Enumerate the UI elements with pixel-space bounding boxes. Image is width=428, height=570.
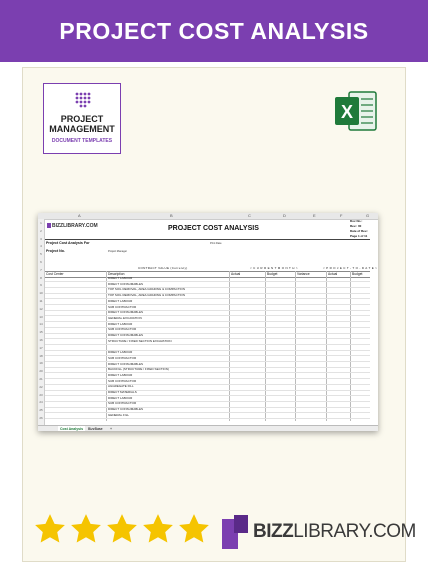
add-sheet-button[interactable]: + xyxy=(110,427,113,431)
row-number: 20 xyxy=(39,369,43,374)
project-no-label: Project No. xyxy=(46,249,65,253)
table-row: DIRECT MATERIALS xyxy=(108,390,137,394)
table-row: DIRECT CONSUMABLES xyxy=(108,310,143,315)
print-date-label: Print Date xyxy=(210,242,222,245)
row-divider xyxy=(45,338,370,339)
header-budget: Budget xyxy=(267,272,278,276)
column-a: A xyxy=(78,213,81,218)
logo-line-templates: DOCUMENT TEMPLATES xyxy=(51,138,113,144)
table-row: DIRECT CONSUMABLES xyxy=(108,281,143,286)
project-to-date-label: < P R O J E C T - T O - D A T E > xyxy=(323,266,378,270)
star-icon xyxy=(69,512,103,546)
row-number: 21 xyxy=(39,377,43,381)
row-divider xyxy=(45,401,370,402)
sheet-title: PROJECT COST ANALYSIS xyxy=(168,225,259,232)
row-divider xyxy=(45,390,370,391)
tab-bizzbase[interactable]: BizzBase xyxy=(88,427,103,431)
table-row: GENERAL FILL xyxy=(108,412,130,417)
sheet-brand-text: BIZZLIBRARY.COM xyxy=(52,223,98,229)
row-divider xyxy=(45,310,370,311)
table-row: DIRECT LABOUR xyxy=(108,321,133,326)
project-manager-label: Project Manager xyxy=(108,250,128,253)
spreadsheet-preview xyxy=(38,213,378,431)
doc-rev: Rev.: 00 xyxy=(350,224,362,228)
row-divider xyxy=(45,372,370,373)
table-row: BACKFILL (STRUCTURE / FIXED SECTION) xyxy=(108,367,169,372)
column-b: B xyxy=(170,213,173,218)
row-number: 17 xyxy=(39,345,43,350)
column-c: C xyxy=(248,213,251,218)
row-divider xyxy=(45,384,370,385)
row-number: 9 xyxy=(40,283,42,288)
dots-icon xyxy=(73,90,93,110)
row-divider xyxy=(45,315,370,316)
project-management-logo xyxy=(43,83,121,154)
row-divider xyxy=(45,344,370,345)
table-row: DIRECT CONSUMABLES xyxy=(108,361,143,366)
excel-icon xyxy=(333,90,377,132)
header-budget-to-date: Budget xyxy=(352,272,363,276)
project-for-label: Project Cost Analysis For xyxy=(46,241,90,245)
row-divider xyxy=(45,355,370,356)
header-actual: Actual xyxy=(231,272,241,276)
row-divider xyxy=(45,281,370,282)
table-row: DIRECT LABOUR xyxy=(108,395,133,400)
table-row: GENERAL EXCAVATION xyxy=(108,315,142,320)
row-number: 8 xyxy=(40,275,42,280)
column-g: G xyxy=(366,213,370,218)
row-number: 13 xyxy=(39,314,43,319)
row-divider xyxy=(45,327,370,328)
table-row: DIRECT LABOUR xyxy=(108,276,133,280)
star-icon xyxy=(105,512,139,546)
doc-no: Doc No.: xyxy=(350,219,363,223)
row-number: 12 xyxy=(39,306,43,311)
title-banner xyxy=(0,0,428,62)
contract-value-label: CONTRACT VALUE (Currency) xyxy=(138,266,188,270)
row-divider xyxy=(45,418,370,419)
row-number: 24 xyxy=(39,400,43,405)
row-number: 5 xyxy=(40,252,42,257)
table-header-row xyxy=(45,271,370,278)
row-number: 16 xyxy=(39,338,43,342)
footer-brand-lite: LIBRARY.COM xyxy=(293,521,416,542)
row-divider xyxy=(45,321,370,322)
current-month-label: < C U R R E N T M O N T H > xyxy=(250,266,298,270)
table-row: SUB CONTRACTOR xyxy=(108,401,137,406)
row-divider xyxy=(45,333,370,334)
row-number: 6 xyxy=(40,260,42,264)
row-divider xyxy=(45,298,370,299)
row-divider xyxy=(45,378,370,379)
table-row: SUB CONTRACTOR xyxy=(108,327,137,332)
star-icon xyxy=(141,512,175,546)
row-divider xyxy=(45,367,370,368)
doc-page: Page 1 of 11 xyxy=(350,234,368,238)
row-number: 19 xyxy=(39,361,43,366)
table-row: STRUCTURE / FIXED SECTION EXCAVATION xyxy=(108,338,172,343)
bizz-square-icon xyxy=(47,223,51,228)
row-divider xyxy=(45,395,370,396)
footer-brand-bold: BIZZ xyxy=(253,521,294,542)
header-divider xyxy=(45,239,370,240)
table-row: DIRECT CONSUMABLES xyxy=(108,407,143,412)
column-e: E xyxy=(313,213,316,218)
logo-line-project: PROJECT xyxy=(60,114,104,124)
row-number: 3 xyxy=(40,236,42,241)
footer-brand-logo xyxy=(222,515,416,549)
row-divider xyxy=(45,361,370,362)
table-row: TOP SOIL REMOVAL, AREA GRADING & COMPACTION xyxy=(108,293,186,298)
sheet-tab-bar xyxy=(38,425,378,431)
bizz-square-icon xyxy=(222,515,248,549)
logo-line-management: MANAGEMENT xyxy=(49,124,115,134)
column-d: D xyxy=(283,213,286,218)
tab-cost-analysis[interactable]: Cost Analysis xyxy=(60,427,84,431)
row-divider xyxy=(45,287,370,288)
star-icon xyxy=(177,512,211,546)
row-number: 2 xyxy=(40,228,42,233)
row-number: 25 xyxy=(39,408,43,413)
row-divider xyxy=(45,412,370,413)
table-row: DIRECT LABOUR xyxy=(108,372,133,377)
sheet-brand-logo xyxy=(47,223,98,229)
row-number: 22 xyxy=(39,384,43,389)
row-number: 26 xyxy=(39,416,43,420)
doc-info xyxy=(350,219,368,239)
header-description: Description xyxy=(108,272,125,276)
table-row: SUB CONTRACTOR xyxy=(108,304,137,309)
svg-text:X: X xyxy=(340,102,354,122)
row-number: 15 xyxy=(39,330,43,335)
table-row: DIRECT LABOUR xyxy=(108,298,133,303)
page-title: PROJECT COST ANALYSIS xyxy=(59,17,369,44)
table-row: DIRECT CONSUMABLES xyxy=(108,333,143,337)
table-row: AGGREGATE FILL xyxy=(108,384,134,389)
row-number: 7 xyxy=(40,267,42,272)
table-row: TOP SOIL REMOVAL, AREA GRADING & COMPACTION xyxy=(108,287,186,292)
footer-brand-text xyxy=(253,521,416,543)
doc-date-of-rev: Date of Rev.: xyxy=(350,229,369,233)
row-number: 4 xyxy=(40,244,42,249)
star-rating xyxy=(33,512,211,546)
row-number: 10 xyxy=(39,291,43,296)
row-divider xyxy=(45,293,370,294)
row-divider xyxy=(45,304,370,305)
row-number: 14 xyxy=(39,322,43,327)
row-number: 11 xyxy=(39,299,43,303)
column-f: F xyxy=(340,213,343,218)
table-row: SUB CONTRACTOR xyxy=(108,378,137,383)
column-header-bar xyxy=(38,213,378,220)
table-row: SUB CONTRACTOR xyxy=(108,355,137,360)
header-actual-to-date: Actual xyxy=(328,272,338,276)
row-number: 18 xyxy=(39,353,43,358)
table-row: DIRECT LABOUR xyxy=(108,350,133,355)
row-number: 23 xyxy=(39,392,43,397)
row-divider xyxy=(45,407,370,408)
preview-card xyxy=(22,67,406,562)
row-divider xyxy=(45,350,370,351)
row-number: 1 xyxy=(40,221,42,225)
header-variance: Variance xyxy=(297,272,310,276)
star-icon xyxy=(33,512,67,546)
header-cost-center: Cost Center xyxy=(46,272,64,276)
